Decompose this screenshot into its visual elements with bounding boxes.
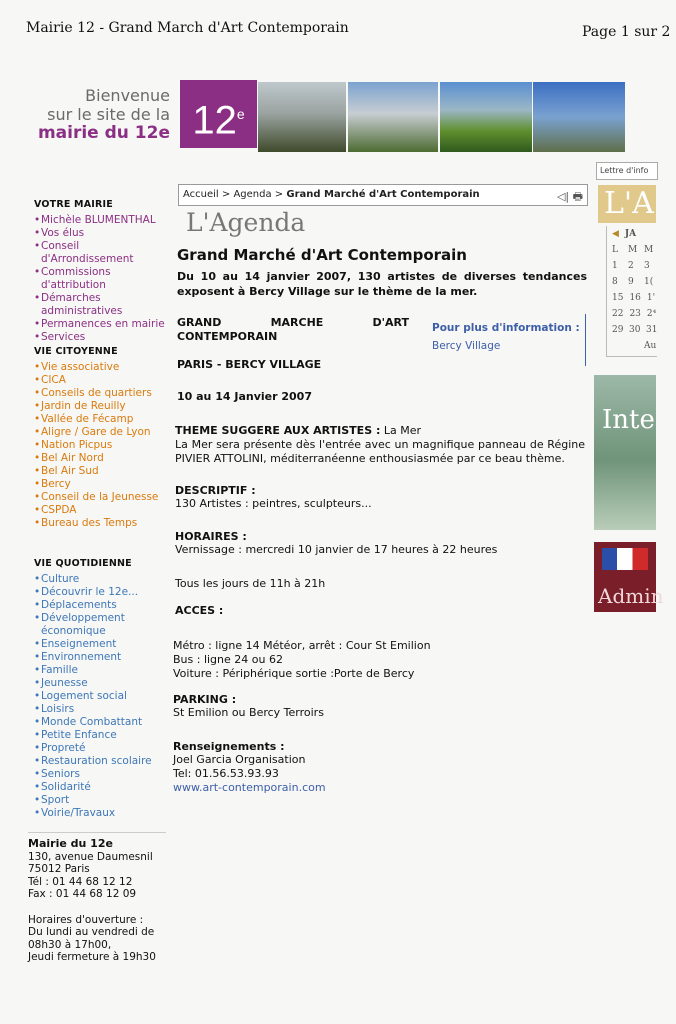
sidebar-link[interactable]: • Culture bbox=[34, 573, 168, 586]
address-line: 75012 Paris bbox=[28, 863, 90, 875]
sidebar-link[interactable]: • Monde Combattant bbox=[34, 716, 168, 729]
side-promo-image[interactable] bbox=[594, 375, 656, 530]
word: MARCHE bbox=[270, 316, 324, 329]
calendar-cell[interactable]: 1' bbox=[646, 293, 656, 303]
calendar-cell: L bbox=[612, 245, 618, 255]
word: GRAND bbox=[177, 316, 222, 329]
theme-value: La Mer bbox=[380, 424, 422, 437]
acces-line: Bus : ligne 24 ou 62 bbox=[173, 653, 283, 666]
sidebar-link[interactable]: • CSPDA bbox=[34, 504, 168, 517]
mairie-address bbox=[28, 838, 168, 964]
event-intro: Du 10 au 14 janvier 2007, 130 artistes de diverses tendances exposent à Bercy Village sur le thème de la mer. bbox=[177, 270, 587, 298]
welcome-line3: mairie du 12e bbox=[37, 123, 170, 143]
calendar-row bbox=[607, 274, 657, 290]
descriptif-section bbox=[175, 484, 372, 511]
sidebar-link[interactable]: • Développement économique bbox=[34, 612, 168, 638]
breadcrumb-home[interactable]: Accueil bbox=[183, 189, 219, 200]
banner-photo-buildings bbox=[348, 82, 438, 152]
sidebar-link[interactable]: • Propreté bbox=[34, 742, 168, 755]
parking-section bbox=[173, 693, 324, 720]
event-place: PARIS - BERCY VILLAGE bbox=[177, 358, 322, 371]
sidebar-vie-quotidienne bbox=[28, 557, 168, 820]
calendar-cell[interactable]: 8 bbox=[612, 277, 618, 287]
sidebar-link[interactable]: • Conseil d'Arrondissement bbox=[34, 240, 168, 266]
address-line: Tél : 01 44 68 12 12 bbox=[28, 875, 133, 888]
calendar-row bbox=[607, 306, 657, 322]
hours-line: Jeudi fermeture à 19h30 bbox=[28, 951, 156, 963]
banner-photo-park bbox=[440, 82, 532, 152]
sidebar-link[interactable]: • Services bbox=[34, 331, 168, 344]
sidebar-link[interactable]: • Permanences en mairie bbox=[34, 318, 168, 331]
banner-photo-arcades bbox=[258, 82, 346, 152]
calendar-cell[interactable]: 3 bbox=[644, 261, 650, 271]
sidebar-link[interactable]: • Petite Enfance bbox=[34, 729, 168, 742]
calendar-cell[interactable]: 1 bbox=[612, 261, 618, 271]
calendar-cell[interactable]: 23 bbox=[629, 309, 641, 319]
logo-sup: e bbox=[236, 106, 245, 122]
calendar-cell[interactable]: Au bbox=[644, 341, 657, 351]
agenda-heading: L'Agenda bbox=[186, 208, 306, 237]
sidebar-link[interactable]: • Seniors bbox=[34, 768, 168, 781]
welcome-line2: sur le site de la bbox=[47, 105, 170, 124]
theme-section bbox=[175, 424, 585, 466]
sidebar-link[interactable]: • Aligre / Gare de Lyon bbox=[34, 426, 168, 439]
sidebar-link[interactable]: • Michèle BLUMENTHAL bbox=[34, 214, 168, 227]
audio-icon[interactable]: ◁| bbox=[556, 190, 570, 203]
renseignements-line: Joel Garcia Organisation bbox=[173, 753, 306, 766]
horaires-daily: Tous les jours de 11h à 21h bbox=[175, 577, 326, 590]
sidebar-link[interactable]: • Environnement bbox=[34, 651, 168, 664]
sidebar-link[interactable]: • Logement social bbox=[34, 690, 168, 703]
sidebar-link[interactable]: • Famille bbox=[34, 664, 168, 677]
sidebar-heading: VIE CITOYENNE bbox=[34, 346, 118, 357]
sidebar-link[interactable]: • Déplacements bbox=[34, 599, 168, 612]
more-info-heading: Pour plus d'information : bbox=[432, 322, 580, 334]
sidebar-link[interactable]: • Découvrir le 12e... bbox=[34, 586, 168, 599]
calendar-cell: M bbox=[644, 245, 654, 255]
address-name: Mairie du 12e bbox=[28, 837, 113, 850]
sidebar-link[interactable]: • CICA bbox=[34, 374, 168, 387]
sidebar-link[interactable]: • Conseil de la Jeunesse bbox=[34, 491, 168, 504]
banner-photo-fountain bbox=[533, 82, 625, 152]
word-line2: CONTEMPORAIN bbox=[177, 330, 278, 343]
republique-francaise-logo bbox=[602, 548, 648, 570]
horaires-text: Vernissage : mercredi 10 janvier de 17 heures à 22 heures bbox=[175, 543, 498, 556]
sidebar-link[interactable]: • Bel Air Sud bbox=[34, 465, 168, 478]
sidebar-vie-citoyenne bbox=[28, 345, 168, 530]
newsletter-button[interactable]: Lettre d'info bbox=[596, 162, 658, 180]
calendar-row bbox=[607, 258, 657, 274]
sidebar-link[interactable]: • Démarches administratives bbox=[34, 292, 168, 318]
sidebar-link[interactable]: • Restauration scolaire bbox=[34, 755, 168, 768]
calendar-row bbox=[607, 290, 657, 306]
calendar-prev-icon[interactable]: ◀ bbox=[612, 229, 619, 239]
welcome-line1: Bienvenue bbox=[85, 86, 170, 105]
horaires-section bbox=[175, 530, 497, 557]
sidebar-votre-mairie bbox=[28, 198, 168, 344]
calendar-cell[interactable]: 29 bbox=[612, 325, 624, 335]
word: D'ART bbox=[372, 316, 409, 329]
acces-label: ACCES : bbox=[175, 604, 224, 617]
descriptif-label: DESCRIPTIF : bbox=[175, 484, 256, 497]
website-link[interactable]: www.art-contemporain.com bbox=[173, 781, 326, 794]
logo-number: 12 bbox=[192, 98, 237, 143]
calendar-cell[interactable]: 2⁴ bbox=[646, 309, 657, 319]
sidebar-link[interactable]: • Bercy bbox=[34, 478, 168, 491]
calendar-widget bbox=[606, 226, 657, 357]
sidebar-divider bbox=[28, 832, 166, 833]
event-dates: 10 au 14 Janvier 2007 bbox=[177, 390, 312, 403]
calendar-cell: M bbox=[628, 245, 638, 255]
address-line: 130, avenue Daumesnil bbox=[28, 850, 153, 863]
breadcrumb bbox=[178, 184, 588, 206]
welcome-text bbox=[30, 86, 170, 143]
theme-text: La Mer sera présente dès l'entrée avec un magnifique panneau de Régine PIVIER ATTOLINI, méditerranéenne enthousiasmée par ce beau thème. bbox=[175, 438, 585, 465]
page-number: Page 1 sur 2 bbox=[582, 24, 671, 40]
breadcrumb-sep: > bbox=[271, 189, 287, 200]
sidebar-heading: VOTRE MAIRIE bbox=[34, 199, 113, 210]
parking-text: St Emilion ou Bercy Terroirs bbox=[173, 706, 324, 719]
sidebar-link[interactable]: • Solidarité bbox=[34, 781, 168, 794]
administration-banner[interactable] bbox=[594, 542, 664, 612]
parking-label: PARKING : bbox=[173, 693, 237, 706]
calendar-cell[interactable] bbox=[628, 338, 638, 354]
bercy-village-link[interactable]: Bercy Village bbox=[432, 340, 501, 352]
descriptif-text: 130 Artistes : peintres, sculpteurs... bbox=[175, 497, 372, 510]
hours-line: 08h30 à 17h00, bbox=[28, 938, 112, 951]
sidebar-link[interactable]: • Commissions d'attribution bbox=[34, 266, 168, 292]
sidebar-heading: VIE QUOTIDIENNE bbox=[34, 558, 132, 569]
acces-lines bbox=[173, 639, 431, 681]
sidebar-link[interactable]: • Nation Picpus bbox=[34, 439, 168, 452]
mairie-12-logo[interactable] bbox=[180, 80, 257, 148]
breadcrumb-sep: > bbox=[218, 189, 234, 200]
agenda-side-heading: L'A bbox=[598, 185, 656, 223]
print-title: Mairie 12 - Grand March d'Art Contemporain bbox=[26, 20, 349, 36]
calendar-cell[interactable]: 22 bbox=[612, 309, 624, 319]
calendar-cell[interactable] bbox=[612, 338, 622, 354]
more-info-box bbox=[429, 314, 586, 366]
calendar-cell[interactable]: 15 bbox=[612, 293, 624, 303]
hours-line: Du lundi au vendredi de bbox=[28, 926, 155, 938]
sidebar-link[interactable]: • Jardin de Reuilly bbox=[34, 400, 168, 413]
calendar-cell[interactable]: 30 bbox=[629, 325, 641, 335]
theme-label: THEME SUGGERE AUX ARTISTES : bbox=[175, 424, 381, 437]
calendar-cell[interactable]: 9 bbox=[628, 277, 634, 287]
breadcrumb-current: Grand Marché d'Art Contemporain bbox=[286, 189, 480, 200]
renseignements-label: Renseignements : bbox=[173, 740, 285, 753]
hours-line: Horaires d'ouverture : bbox=[28, 913, 144, 926]
event-name-block bbox=[177, 316, 409, 344]
print-icon[interactable]: 🖶 bbox=[572, 190, 583, 203]
sidebar-link[interactable]: • Conseils de quartiers bbox=[34, 387, 168, 400]
acces-line: Métro : ligne 14 Météor, arrêt : Cour St Emilion bbox=[173, 639, 431, 652]
sidebar-link[interactable]: • Jeunesse bbox=[34, 677, 168, 690]
horaires-label: HORAIRES : bbox=[175, 530, 247, 543]
breadcrumb-agenda[interactable]: Agenda bbox=[233, 189, 272, 200]
address-line: Fax : 01 44 68 12 09 bbox=[28, 888, 137, 900]
renseignements-section bbox=[173, 740, 326, 795]
sidebar-link[interactable]: • Loisirs bbox=[34, 703, 168, 716]
sidebar-link[interactable]: • Sport bbox=[34, 794, 168, 807]
calendar-row bbox=[607, 242, 657, 258]
sidebar-link[interactable]: • Bel Air Nord bbox=[34, 452, 168, 465]
sidebar-link[interactable]: • Voirie/Travaux bbox=[34, 807, 168, 820]
calendar-row bbox=[607, 322, 657, 338]
event-title: Grand Marché d'Art Contemporain bbox=[177, 246, 467, 264]
sidebar-link[interactable]: • Vallée de Fécamp bbox=[34, 413, 168, 426]
calendar-cell[interactable]: 1( bbox=[644, 277, 654, 287]
calendar-cell[interactable]: 16 bbox=[629, 293, 641, 303]
admin-text: Admin bbox=[598, 584, 664, 608]
sidebar-link[interactable]: • Vos élus bbox=[34, 227, 168, 240]
calendar-cell[interactable]: 31 bbox=[646, 325, 658, 335]
renseignements-line: Tel: 01.56.53.93.93 bbox=[173, 767, 279, 780]
calendar-cell[interactable]: 2 bbox=[628, 261, 634, 271]
calendar-row bbox=[607, 338, 657, 354]
acces-line: Voiture : Périphérique sortie :Porte de Bercy bbox=[173, 667, 415, 680]
sidebar-link[interactable]: • Bureau des Temps bbox=[34, 517, 168, 530]
sidebar-link[interactable]: • Enseignement bbox=[34, 638, 168, 651]
calendar-month: JA bbox=[624, 229, 637, 239]
sidebar-link[interactable]: • Vie associative bbox=[34, 361, 168, 374]
promo-text: Inte bbox=[602, 405, 655, 435]
